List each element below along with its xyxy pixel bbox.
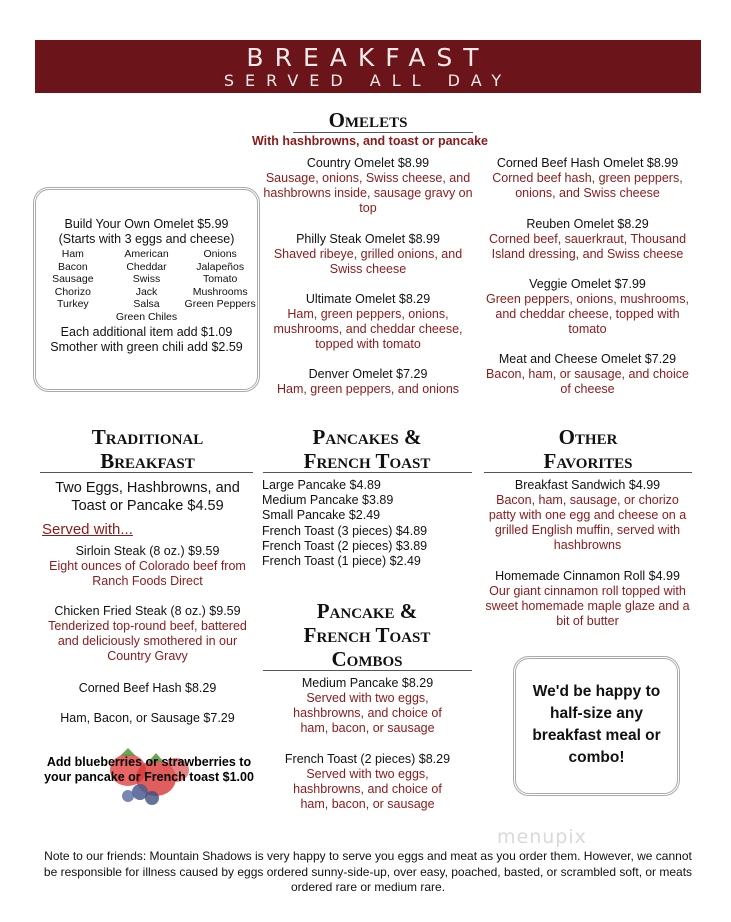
item-name: Medium Pancake $8.29 — [301, 676, 434, 690]
filling: Bacon — [57, 260, 88, 273]
filling: Jack — [135, 285, 158, 298]
item-desc: Ham, green peppers, onions, mushrooms, and cheddar cheese, topped with tomato — [273, 307, 463, 351]
omelets-title: Omelets — [328, 108, 408, 132]
filling: Ham — [61, 248, 84, 260]
byo-name: Build Your Own Omelet $5.99 — [64, 217, 229, 231]
item-name: Denver Omelet $7.29 — [308, 367, 428, 381]
traditional-title-line1: Traditional — [91, 425, 204, 449]
menu-item — [262, 156, 474, 216]
item-desc: Ham, green peppers, and onions — [276, 382, 460, 396]
item-desc: Our giant cinnamon roll topped with sweet homemade maple glaze and a bit of butter — [485, 584, 690, 628]
divider — [40, 472, 253, 473]
menu-item — [40, 604, 255, 664]
list-item: Large Pancake $4.89 — [262, 478, 381, 492]
menu-item — [270, 752, 465, 812]
item-desc: Sausage, onions, Swiss cheese, and hashbrowns inside, sausage gravy on top — [263, 171, 473, 215]
other-title — [483, 425, 693, 473]
berry-addon-line2: your pancake or French toast $1.00 — [44, 770, 254, 784]
item-desc: Bacon, ham, sausage, or chorizo patty with one egg and cheese on a grilled English muffin, served with hashbrowns — [488, 493, 687, 552]
filling: Cheddar — [126, 260, 167, 273]
item-name: French Toast (2 pieces) $8.29 — [284, 752, 451, 766]
berry-addon — [40, 755, 258, 785]
pancake-list — [262, 478, 472, 569]
item-desc: Corned beef hash, green peppers, onions, and Swiss cheese — [492, 171, 683, 200]
filling: Chorizo — [54, 285, 91, 298]
traditional-title-line2: Breakfast — [100, 449, 195, 473]
item-desc: Shaved ribeye, grilled onions, and Swiss cheese — [273, 247, 463, 276]
list-item: Small Pancake $2.49 — [262, 508, 381, 523]
pancakes-title-line2: French Toast — [303, 449, 431, 473]
traditional-main — [40, 479, 255, 515]
item-name: Homemade Cinnamon Roll $4.99 — [495, 569, 680, 583]
half-size-note — [513, 656, 680, 796]
omelets-subtitle: With hashbrowns, and toast or pancake — [251, 134, 489, 148]
menu-item — [482, 569, 693, 629]
build-your-own-box — [33, 187, 260, 392]
filling: Turkey — [56, 298, 89, 310]
list-item: French Toast (2 pieces) $3.89 — [262, 538, 428, 553]
traditional-main-line2: Toast or Pancake $4.59 — [71, 498, 224, 514]
filling-last: Green Chiles — [115, 310, 178, 323]
byo-note: (Starts with 3 eggs and cheese) — [58, 232, 235, 246]
berry-addon-line1: Add blueberries or strawberries to — [46, 755, 252, 769]
divider — [263, 472, 472, 473]
menu-item — [40, 544, 255, 589]
item-desc: Eight ounces of Colorado beef from Ranch Foods Direct — [49, 559, 246, 588]
combos-title-line3: Combos — [331, 647, 403, 671]
list-item: French Toast (3 pieces) $4.89 — [262, 523, 428, 538]
filling: Onions — [203, 248, 237, 260]
item-name: Reuben Omelet $8.29 — [526, 217, 649, 231]
menu-item — [262, 367, 474, 397]
banner-title: BREAKFAST — [246, 43, 490, 72]
menu-item — [482, 277, 693, 337]
divider — [484, 472, 692, 473]
menu-item — [262, 292, 474, 352]
menu-item — [482, 352, 693, 397]
menu-item — [262, 232, 474, 277]
item-name: Country Omelet $8.99 — [306, 156, 430, 170]
traditional-main-line1: Two Eggs, Hashbrowns, and — [55, 480, 240, 496]
filling: Salsa — [133, 298, 160, 310]
filling-grid — [36, 248, 257, 311]
byo-extra-item: Each additional item add $1.09 — [60, 325, 233, 339]
other-title-line1: Other — [558, 425, 618, 449]
menu-item — [482, 478, 693, 553]
combos-title — [262, 599, 472, 671]
banner-subtitle: SERVED ALL DAY — [223, 71, 513, 90]
footer-note: Note to our friends: Mountain Shadows is very happy to serve you eggs and meat as you order them. However, we cannot be responsible for illness caused by eggs ordered sunny-side-up, over easy, poached, basted, or scrambled soft, or meats ordered rare or medium rare. — [43, 849, 693, 894]
item-name: Ultimate Omelet $8.29 — [305, 292, 431, 306]
filling: Sausage — [52, 273, 94, 285]
item-name: Corned Beef Hash $8.29 — [78, 681, 217, 695]
menu-item — [482, 156, 693, 201]
filling: American — [124, 248, 169, 260]
item-name: Meat and Cheese Omelet $7.29 — [498, 352, 677, 366]
filling: Mushrooms — [192, 285, 248, 298]
filling: Jalapeños — [196, 260, 245, 273]
list-item: French Toast (1 piece) $2.49 — [262, 554, 421, 569]
traditional-title — [40, 425, 255, 473]
item-name: Veggie Omelet $7.99 — [529, 277, 646, 291]
combos-title-line1: Pancake & — [316, 599, 418, 623]
item-desc: Green peppers, onions, mushrooms, and cheddar cheese, topped with tomato — [486, 292, 689, 336]
item-name: Ham, Bacon, or Sausage $7.29 — [60, 711, 235, 725]
pancakes-title — [262, 425, 472, 473]
pancakes-title-line1: Pancakes & — [312, 425, 422, 449]
menu-item — [482, 217, 693, 262]
list-item: Medium Pancake $3.89 — [262, 493, 394, 508]
item-name: Sirloin Steak (8 oz.) $9.59 — [75, 544, 220, 558]
menu-item — [280, 676, 455, 736]
item-name: Philly Steak Omelet $8.99 — [296, 232, 440, 246]
item-desc: Bacon, ham, or sausage, and choice of cheese — [486, 367, 689, 396]
item-desc: Corned beef, sauerkraut, Thousand Island dressing, and Swiss cheese — [488, 232, 687, 261]
header-banner — [35, 40, 701, 93]
divider — [293, 132, 473, 133]
item-desc: Served with two eggs, hashbrowns, and choice of ham, bacon, or sausage — [293, 767, 442, 811]
item-desc: Served with two eggs, hashbrowns, and choice of ham, bacon, or sausage — [293, 691, 442, 735]
combos-title-line2: French Toast — [303, 623, 431, 647]
half-size-text: We'd be happy to half-size any breakfast meal or combo! — [532, 683, 661, 766]
item-name: Corned Beef Hash Omelet $8.99 — [496, 156, 679, 170]
menu-item — [40, 681, 255, 696]
filling: Green Peppers — [184, 298, 256, 310]
watermark: menupix — [497, 826, 587, 848]
item-name: Breakfast Sandwich $4.99 — [514, 478, 661, 492]
item-name: Chicken Fried Steak (8 oz.) $9.59 — [54, 604, 241, 618]
divider — [263, 670, 472, 671]
filling: Tomato — [202, 273, 238, 285]
byo-smother: Smother with green chili add $2.59 — [50, 340, 243, 354]
menu-item — [40, 711, 255, 726]
served-with-label: Served with... — [42, 521, 133, 538]
filling: Swiss — [132, 273, 161, 285]
item-desc: Tenderized top-round beef, battered and deliciously smothered in our Country Gravy — [48, 619, 247, 663]
other-title-line2: Favorites — [543, 449, 633, 473]
